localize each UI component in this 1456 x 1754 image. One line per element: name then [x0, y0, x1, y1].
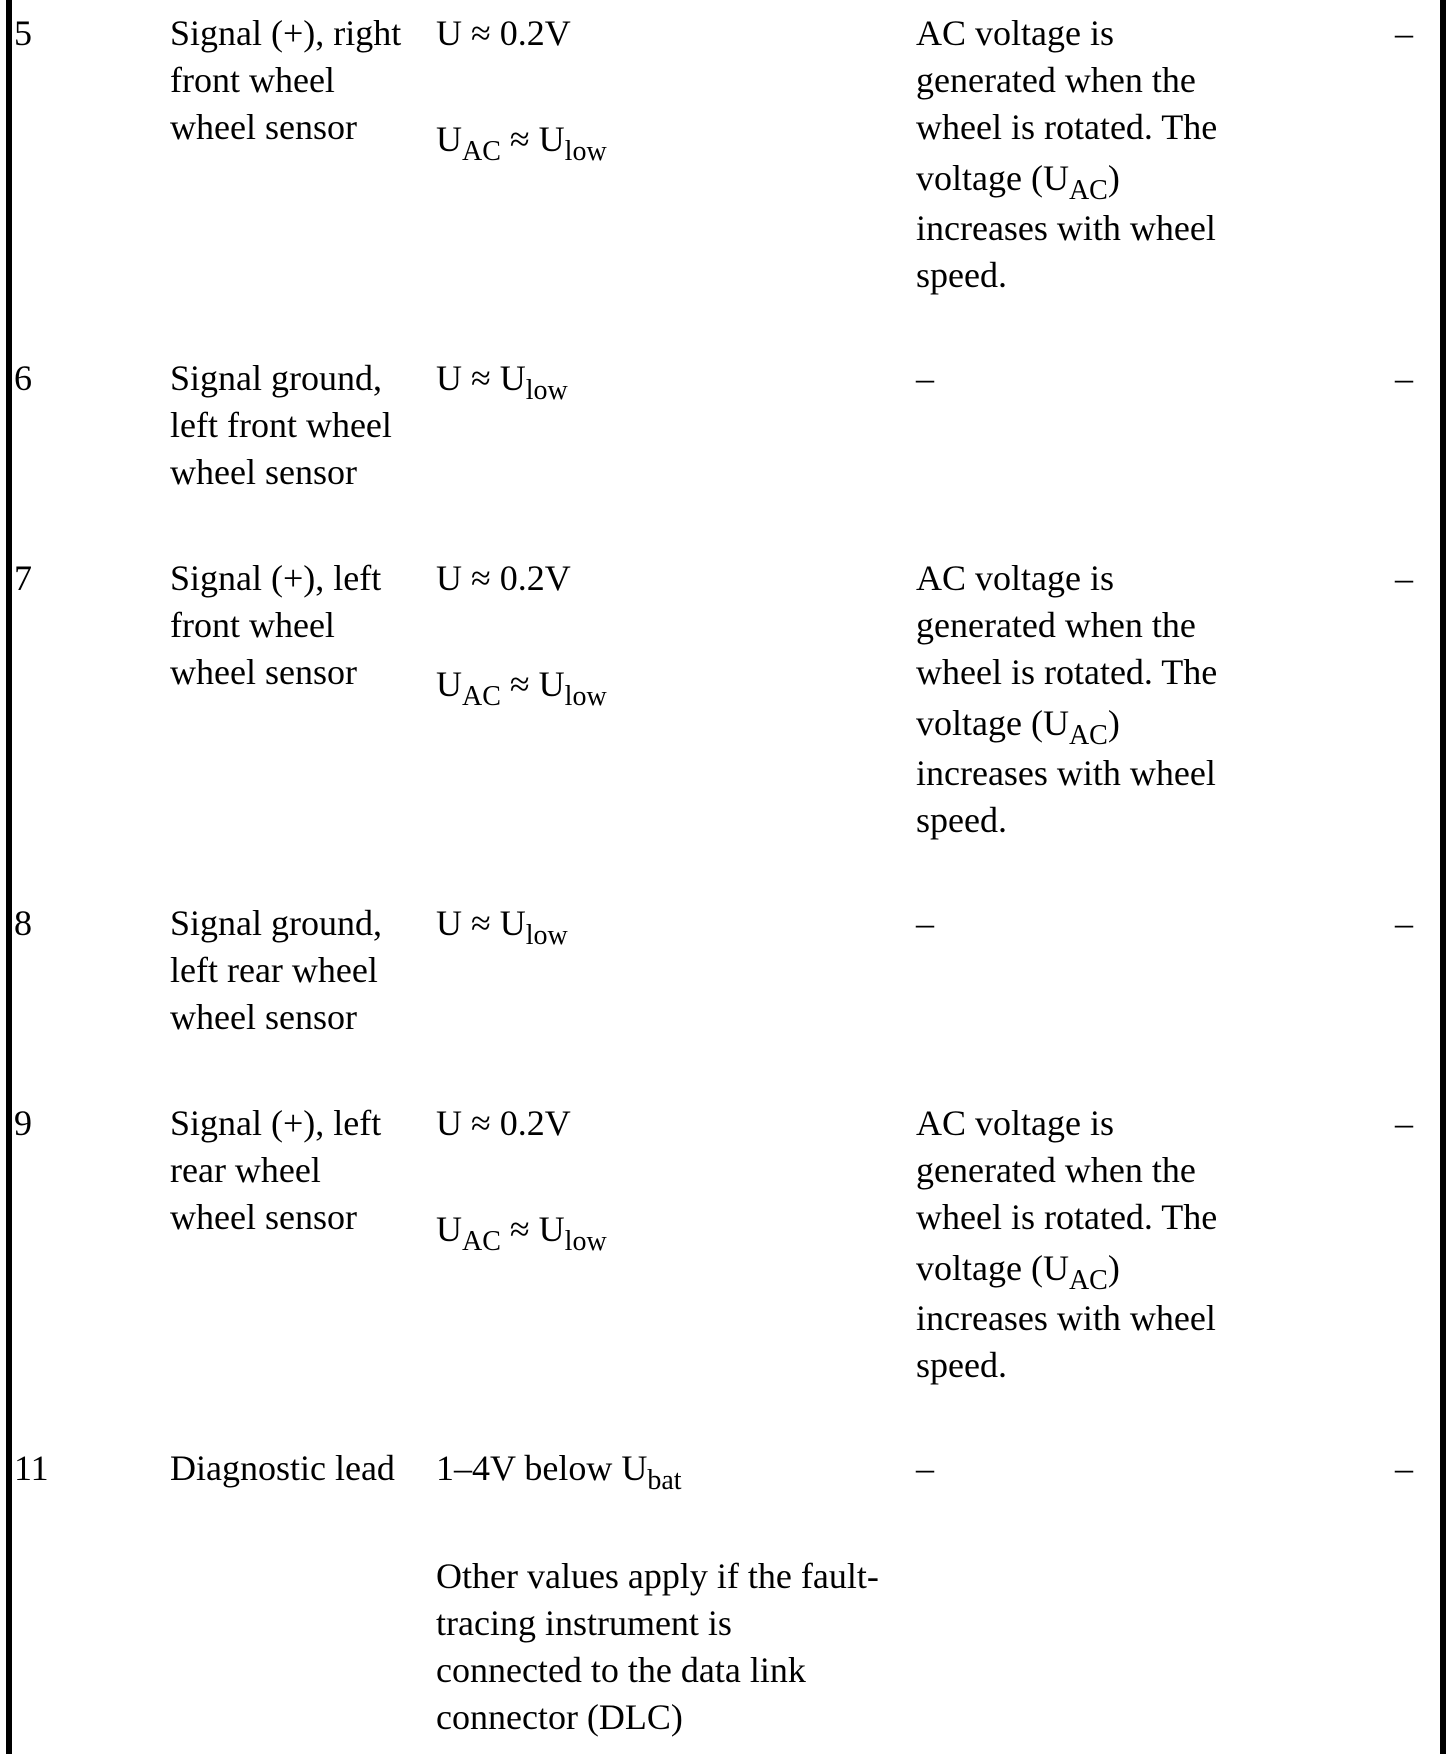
description-line: front wheel — [170, 60, 335, 100]
description-line: Signal (+), right — [170, 13, 402, 53]
voltage-value: U ≈ 0.2V — [436, 558, 571, 598]
note-line: wheel is rotated. The — [916, 1197, 1218, 1237]
last-column-dash: – — [1395, 1103, 1413, 1143]
note-line: Other values apply if the fault- — [436, 1556, 879, 1596]
note-line: wheel is rotated. The — [916, 652, 1218, 692]
last-column-dash: – — [1395, 903, 1413, 943]
note-line: AC voltage is — [916, 13, 1114, 53]
condition-note — [916, 555, 1217, 844]
note-line: AC voltage is — [916, 558, 1114, 598]
note-line: speed. — [916, 800, 1007, 840]
last-column-dash: – — [1395, 358, 1413, 398]
description-line: Signal (+), left — [170, 1103, 382, 1143]
note-line: increases with wheel — [916, 208, 1216, 248]
note-line: wheel is rotated. The — [916, 107, 1218, 147]
description-line: wheel sensor — [170, 452, 357, 492]
voltage-value: $U \approx U_{low}$ — [436, 903, 568, 951]
note-line: tracing instrument is — [436, 1603, 732, 1643]
additional-note — [436, 1553, 879, 1741]
pin-description — [170, 10, 401, 151]
ac-voltage-value: $U_{AC} \approx U_{low}$ — [436, 1209, 607, 1257]
note-line: connected to the data link — [436, 1650, 806, 1690]
description-line: Signal (+), left — [170, 558, 382, 598]
description-line: wheel sensor — [170, 107, 357, 147]
note-line: voltage $(U_{AC})$ — [916, 1248, 1120, 1296]
left-border-rule — [6, 0, 12, 1754]
note-line: AC voltage is — [916, 1103, 1114, 1143]
voltage-value: $U \approx U_{low}$ — [436, 358, 568, 406]
pin-description — [170, 555, 381, 696]
voltage-value: 1–4V below $U_{bat}$ — [436, 1448, 682, 1496]
last-column-dash: – — [1395, 13, 1413, 53]
description-line: Signal ground, — [170, 903, 382, 943]
voltage-value: U ≈ 0.2V — [436, 13, 571, 53]
note-line: speed. — [916, 1345, 1007, 1385]
pin-number: 8 — [14, 903, 32, 943]
pin-description — [170, 1100, 381, 1241]
pin-number: 9 — [14, 1103, 32, 1143]
note-line: generated when the — [916, 60, 1196, 100]
last-column-dash: – — [1395, 1448, 1413, 1488]
pin-number: 11 — [14, 1448, 49, 1488]
note-line: voltage $(U_{AC})$ — [916, 158, 1120, 206]
note-line: generated when the — [916, 605, 1196, 645]
description-line: rear wheel — [170, 1150, 321, 1190]
last-column-dash: – — [1395, 558, 1413, 598]
description-line: Diagnostic lead — [170, 1448, 395, 1488]
condition-note — [916, 1100, 1217, 1389]
condition-note: – — [916, 358, 934, 398]
description-line: left front wheel — [170, 405, 392, 445]
voltage-value: U ≈ 0.2V — [436, 1103, 571, 1143]
pin-description — [170, 1445, 395, 1492]
pin-number: 6 — [14, 358, 32, 398]
description-line: wheel sensor — [170, 652, 357, 692]
ac-voltage-value: $U_{AC} \approx U_{low}$ — [436, 664, 607, 712]
pin-description — [170, 355, 392, 496]
note-line: increases with wheel — [916, 1298, 1216, 1338]
description-line: wheel sensor — [170, 997, 357, 1037]
description-line: wheel sensor — [170, 1197, 357, 1237]
pin-number: 7 — [14, 558, 32, 598]
pin-number: 5 — [14, 13, 32, 53]
note-line: increases with wheel — [916, 753, 1216, 793]
description-line: left rear wheel — [170, 950, 378, 990]
ac-voltage-value: $U_{AC} \approx U_{low}$ — [436, 119, 607, 167]
right-border-rule — [1440, 0, 1446, 1754]
condition-note — [916, 10, 1217, 299]
description-line: Signal ground, — [170, 358, 382, 398]
condition-note: – — [916, 1448, 934, 1488]
note-line: connector (DLC) — [436, 1697, 683, 1737]
pin-description — [170, 900, 382, 1041]
note-line: generated when the — [916, 1150, 1196, 1190]
note-line: voltage $(U_{AC})$ — [916, 703, 1120, 751]
condition-note: – — [916, 903, 934, 943]
note-line: speed. — [916, 255, 1007, 295]
description-line: front wheel — [170, 605, 335, 645]
